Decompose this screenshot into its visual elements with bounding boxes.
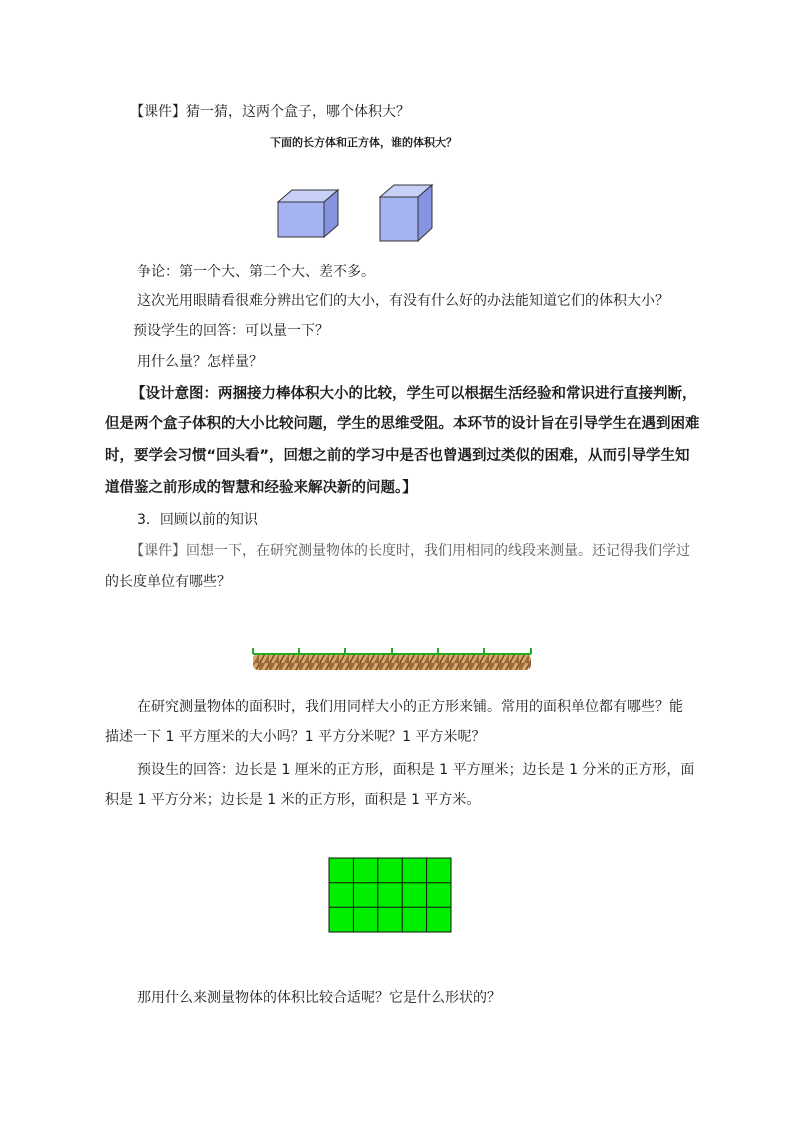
section-3-heading: [137, 510, 258, 530]
grid-background: [329, 858, 451, 932]
cube-front: [380, 197, 418, 241]
section-number: 3．: [137, 512, 160, 528]
design-intent-line-3: 时，要学会习惯“回头看”，回想之前的学习中是否也曾遇到过类似的困难，从而引导学生知: [105, 448, 690, 464]
question-1: 这次光用眼睛看很难分辨出它们的大小，有没有什么好的办法能知道它们的体积大小？: [137, 293, 669, 309]
cuboid-figure: [274, 188, 344, 240]
area-paragraph-line-1: 在研究测量物体的面积时，我们用同样大小的正方形来铺。常用的面积单位都有哪些？能: [137, 699, 683, 715]
final-question: 那用什么来测量物体的体积比较合适呢？它是什么形状的？: [137, 990, 501, 1006]
expected-answer-1: 预设学生的回答：可以量一下？: [133, 323, 329, 339]
courseware-2-line-2: 的长度单位有哪些？: [105, 574, 231, 590]
debate-text: 争论：第一个大、第二个大、差不多。: [137, 264, 375, 280]
courseware-intro: [130, 102, 410, 122]
courseware-2-text: 回想一下，在研究测量物体的长度时，我们用相同的线段来测量。还记得我们学过: [186, 543, 690, 559]
design-intent-line-2: 但是两个盒子体积的大小比较问题，学生的思维受阻。本环节的设计旨在引导学生在遇到困难: [105, 416, 700, 432]
expected-answer-2-line-2: 积是 1 平方分米；边长是 1 米的正方形，面积是 1 平方米。: [105, 792, 481, 808]
question-2: 用什么量？怎样量？: [137, 354, 263, 370]
cube-figure: [376, 183, 436, 245]
design-intent-line-4: 道借鉴之前形成的智慧和经验来解决新的问题。】: [105, 480, 417, 496]
design-intent-line-1: 【设计意图：两捆接力棒体积大小的比较，学生可以根据生活经验和常识进行直接判断，: [131, 386, 697, 402]
area-paragraph-line-2: 描述一下 1 平方厘米的大小吗？1 平方分米呢？1 平方米呢？: [105, 729, 486, 745]
courseware-text: 猜一猜，这两个盒子，哪个体积大？: [186, 104, 410, 120]
rope: [253, 654, 531, 670]
figure-caption: 下面的长方体和正方体，谁的体积大？: [270, 136, 457, 149]
courseware-2-tag: 【课件】: [130, 543, 186, 559]
square-grid-figure: [328, 857, 452, 933]
courseware-tag: 【课件】: [130, 104, 186, 120]
expected-answer-2-line-1: 预设生的回答：边长是 1 厘米的正方形，面积是 1 平方厘米；边长是 1 分米的正方形，面: [137, 762, 695, 778]
section-title: 回顾以前的知识: [159, 512, 258, 528]
rope-ruler-figure: [249, 645, 535, 673]
cuboid-front: [278, 202, 324, 237]
courseware-2-line-1: [130, 541, 690, 561]
